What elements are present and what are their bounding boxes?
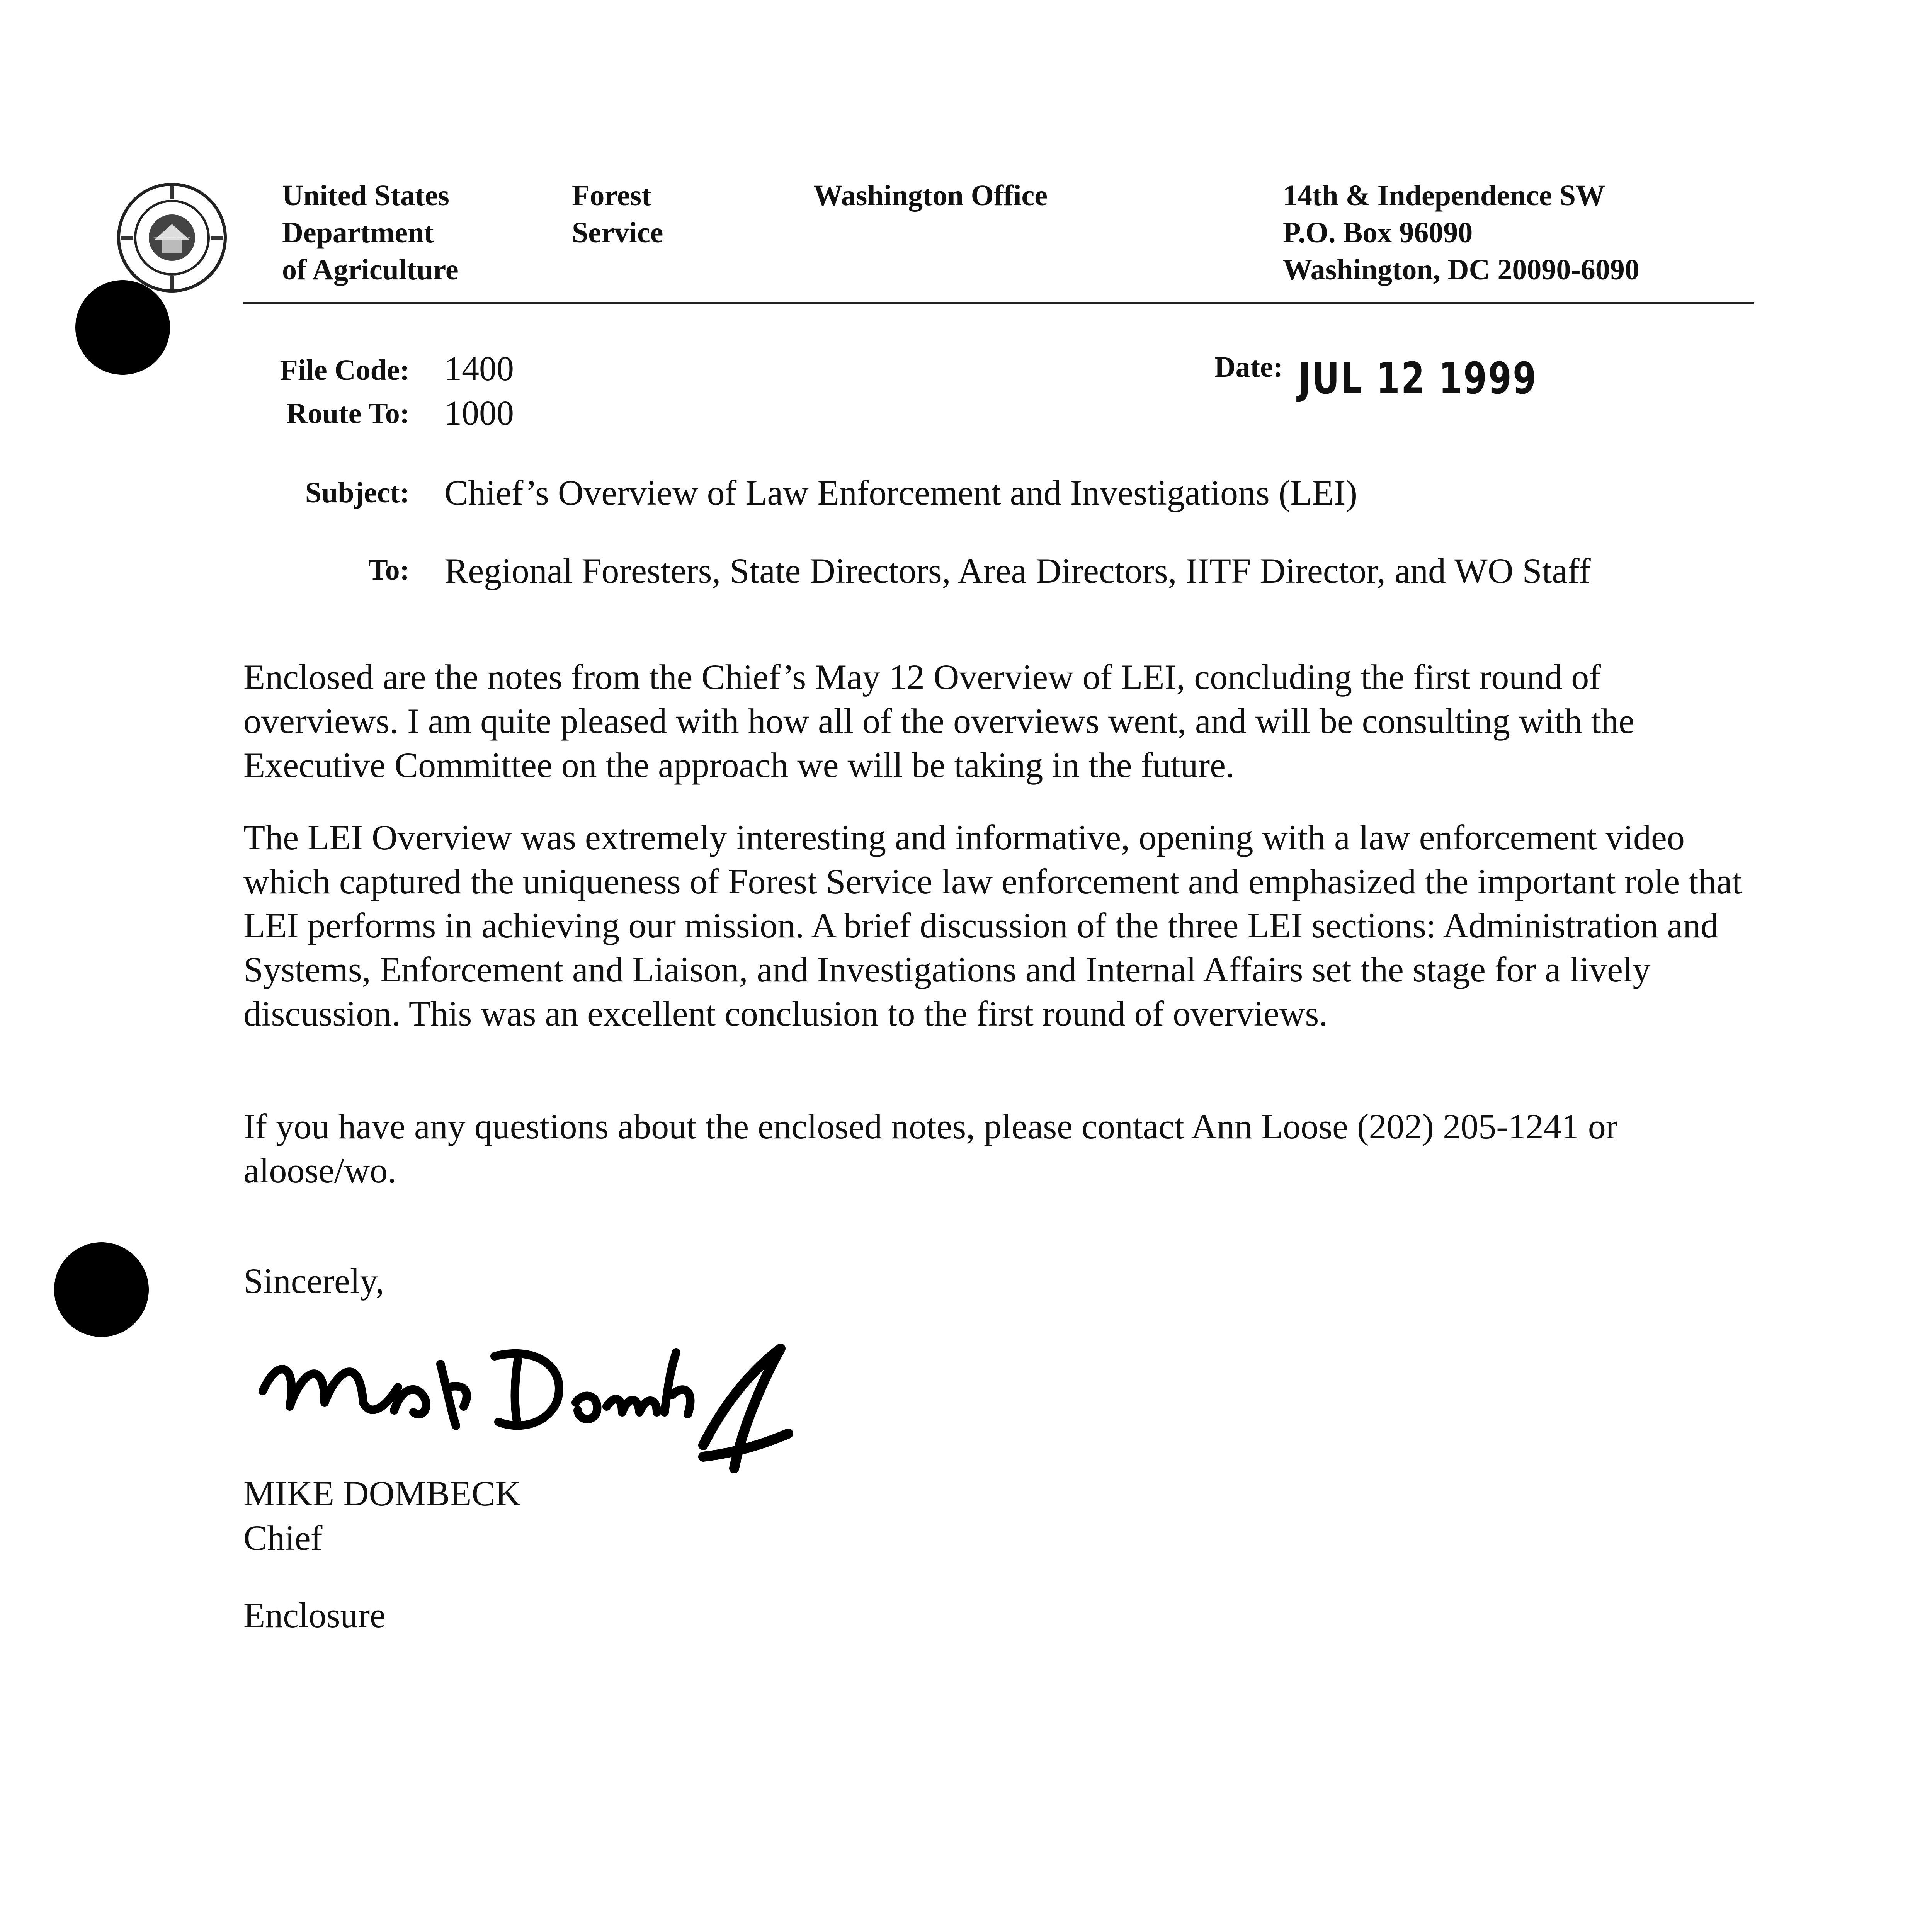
body-paragraph-1-text: Enclosed are the notes from the Chief’s May 12 Overview of LEI, concluding the first round of overviews. I am quite pleased with how all of the overviews went, and will be consulting with the Executive Committee on the approach we will be taking in the future. xyxy=(243,657,1634,785)
enclosure-note: Enclosure xyxy=(243,1595,386,1635)
body-paragraph-2 xyxy=(243,815,1750,1036)
address-line-3: Washington, DC 20090-6090 xyxy=(1283,253,1639,286)
to-label: To: xyxy=(368,554,410,586)
agency-line-3: of Agriculture xyxy=(282,253,459,286)
address-line-1: 14th & Independence SW xyxy=(1283,179,1605,212)
route-to-label: Route To: xyxy=(286,397,410,430)
subject-label: Subject: xyxy=(305,476,410,509)
subject-value: Chief’s Overview of Law Enforcement and Investigations (LEI) xyxy=(444,473,1358,512)
usda-seal-icon xyxy=(116,182,228,294)
salutation: Sincerely, xyxy=(243,1261,384,1301)
agency-name xyxy=(282,177,459,288)
body-paragraph-3 xyxy=(243,1104,1750,1192)
date-label: Date: xyxy=(1214,351,1283,383)
service-name xyxy=(572,177,663,251)
office-address xyxy=(1283,177,1639,288)
date-stamp: JUL 12 1999 xyxy=(1298,354,1537,404)
hole-punch-top xyxy=(75,280,170,375)
signer-name: MIKE DOMBECK xyxy=(243,1474,521,1513)
letterhead-divider xyxy=(243,302,1754,304)
signature-label: Mike Dombeck xyxy=(248,1330,258,1332)
service-line-2: Service xyxy=(572,216,663,249)
signer-title: Chief xyxy=(243,1518,323,1558)
body-paragraph-2-text: The LEI Overview was extremely interesting and informative, opening with a law enforcement video which captured the uniqueness of Forest Service law enforcement and emphasized the important role that LEI performs in achieving our mission. A brief discussion of the three LEI sections: Administration and Systems, Enforcement and Liaison, and Investigations and Internal Affairs set the stage for a lively discussion. This was an excellent conclusion to the first round of overviews. xyxy=(243,818,1742,1033)
agency-line-1: United States xyxy=(282,179,449,212)
address-line-2: P.O. Box 96090 xyxy=(1283,216,1473,249)
route-to-value: 1000 xyxy=(444,394,514,432)
office-name: Washington Office xyxy=(813,179,1048,212)
file-code-value: 1400 xyxy=(444,350,514,388)
body-paragraph-1 xyxy=(243,655,1750,787)
signature xyxy=(247,1329,850,1492)
to-value: Regional Foresters, State Directors, Area Directors, IITF Director, and WO Staff xyxy=(444,551,1591,590)
service-line-1: Forest xyxy=(572,179,651,212)
body-paragraph-3-text: If you have any questions about the enclosed notes, please contact Ann Loose (202) 205-1241 or aloose/wo. xyxy=(243,1107,1618,1190)
file-code-label: File Code: xyxy=(280,354,410,386)
usda-seal-label: UNITED STATES DEPARTMENT OF AGRICULTURE xyxy=(153,236,190,238)
hole-punch-middle xyxy=(54,1242,149,1337)
agency-line-2: Department xyxy=(282,216,434,249)
